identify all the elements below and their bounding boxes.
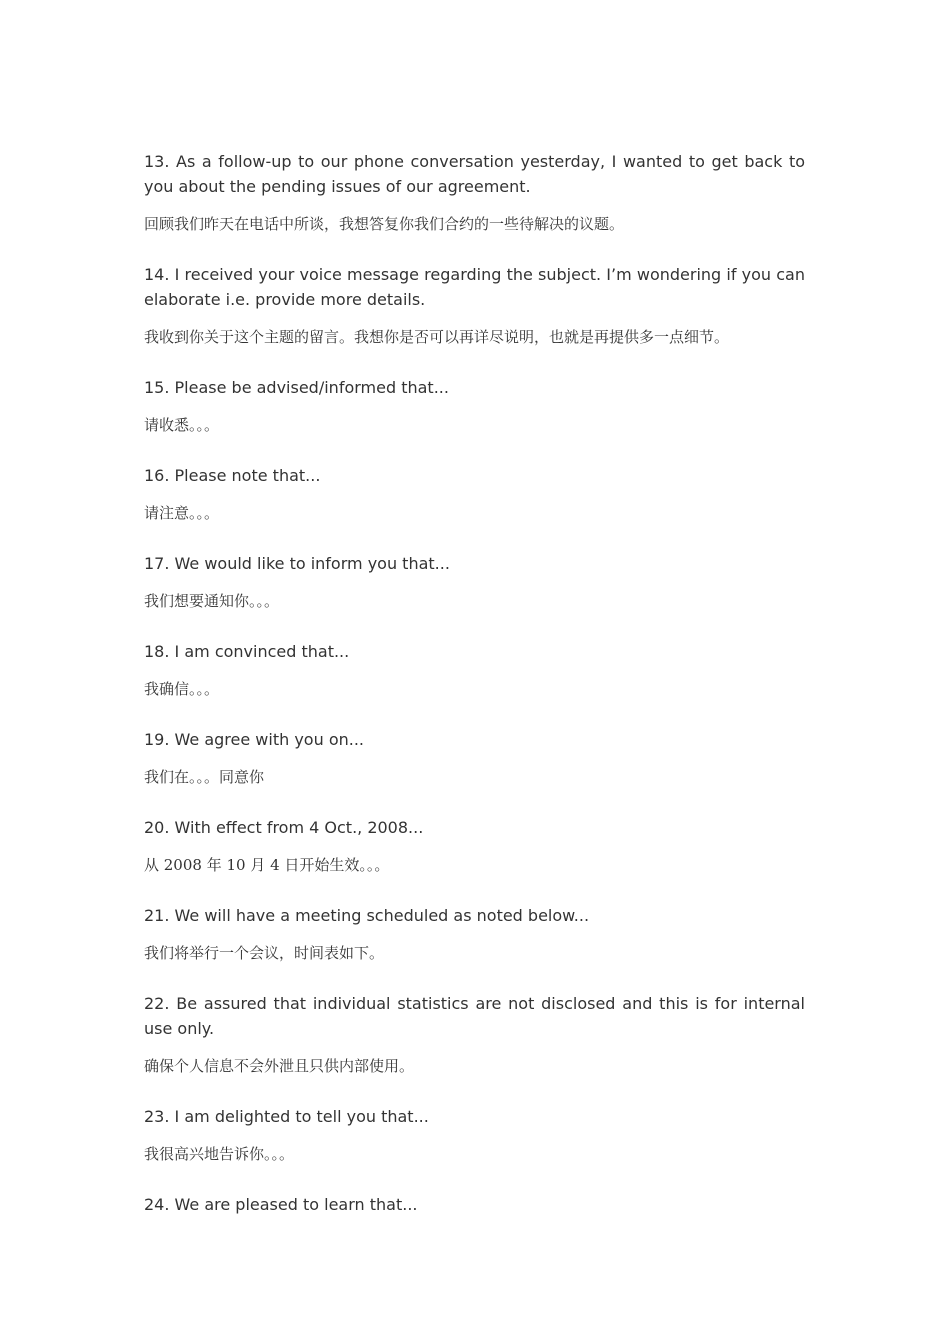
phrase-20-chinese: 从 2008 年 10 月 4 日开始生效。。。 <box>144 856 390 874</box>
phrase-14-chinese: 我收到你关于这个主题的留言。我想你是否可以再详尽说明，也就是再提供多一点细节。 <box>144 328 730 346</box>
phrase-13-english: 13. As a follow-up to our phone conversation yesterday, I wanted to get back to you about the pending issues of our agreement. <box>144 152 805 196</box>
phrase-19-english: 19. We agree with you on... <box>144 730 365 749</box>
phrase-14-english: 14. I received your voice message regarding the subject. I’m wondering if you can elaborate i.e. provide more details. <box>144 265 805 309</box>
phrase-24-english: 24. We are pleased to learn that... <box>144 1195 418 1214</box>
phrase-17-chinese: 我们想要通知你。。。 <box>144 592 280 610</box>
phrase-15-english: 15. Please be advised/informed that... <box>144 378 449 397</box>
phrase-19-chinese: 我们在。。。同意你 <box>144 768 265 786</box>
phrase-21-english: 21. We will have a meeting scheduled as noted below... <box>144 906 590 925</box>
phrase-22-english: 22. Be assured that individual statistics are not disclosed and this is for internal use only. <box>144 994 805 1038</box>
phrase-13-chinese: 回顾我们昨天在电话中所谈，我想答复你我们合约的一些待解决的议题。 <box>144 215 625 233</box>
phrase-15-chinese: 请收悉。。。 <box>144 416 220 434</box>
phrase-22-chinese: 确保个人信息不会外泄且只供内部使用。 <box>144 1057 415 1075</box>
phrase-16-chinese: 请注意。。。 <box>144 504 220 522</box>
phrase-17-english: 17. We would like to inform you that... <box>144 554 450 573</box>
phrase-18-english: 18. I am convinced that... <box>144 642 350 661</box>
phrase-18-chinese: 我确信。。。 <box>144 680 220 698</box>
phrase-23-chinese: 我很高兴地告诉你。。。 <box>144 1145 295 1163</box>
phrase-16-english: 16. Please note that... <box>144 466 321 485</box>
phrase-20-english: 20. With effect from 4 Oct., 2008... <box>144 818 424 837</box>
phrase-23-english: 23. I am delighted to tell you that... <box>144 1107 429 1126</box>
phrase-21-chinese: 我们将举行一个会议，时间表如下。 <box>144 944 385 962</box>
